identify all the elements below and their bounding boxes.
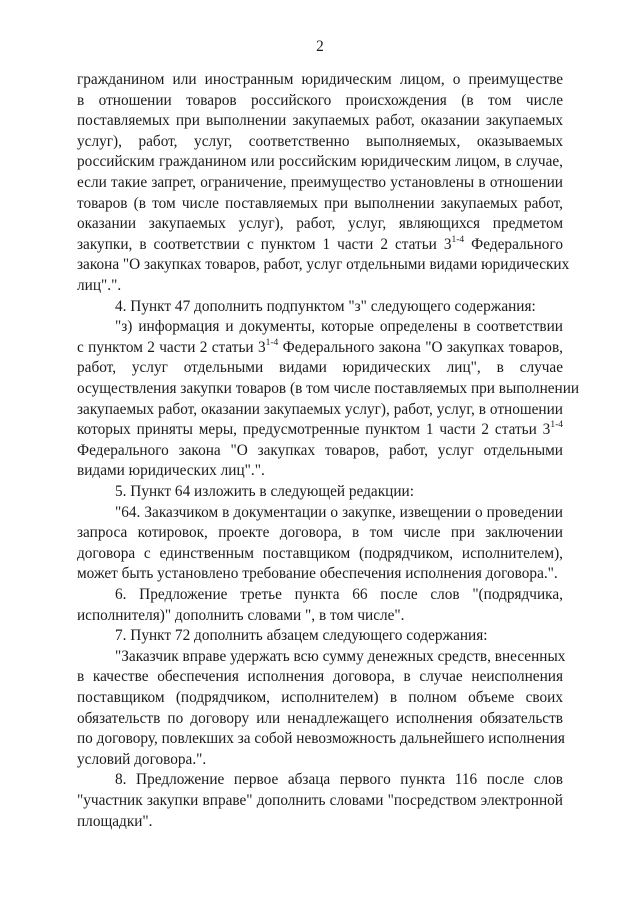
text-line-continuation: Федерального	[464, 235, 563, 253]
text-line	[77, 420, 563, 440]
superscript: 1-4	[451, 234, 465, 245]
text-line	[77, 667, 563, 687]
text-line	[115, 770, 563, 790]
text-line	[77, 400, 563, 420]
text-line-content: "64. Заказчиком в документации о закупке, извещении о проведении	[115, 503, 563, 521]
text-line-content: услуг), работ, услуг, соответственно выполняемых, оказываемых	[77, 132, 563, 150]
text-line-content: с пунктом 2 части 2 статьи 3	[77, 338, 266, 356]
text-line	[77, 564, 563, 584]
text-line-content: осуществления закупки товаров (в том числе поставляемых при выполнении	[77, 380, 580, 397]
text-line	[77, 441, 563, 461]
text-line-content: 6. Предложение третье пункта 66 после слов "(подрядчика,	[115, 586, 563, 603]
text-line-content: закупаемых работ, оказании закупаемых услуг), работ, услуг, в отношении	[77, 400, 563, 418]
text-line	[115, 482, 563, 502]
text-line-content: исполнителя)" дополнить словами ", в том числе".	[77, 606, 405, 624]
text-line	[77, 255, 570, 275]
text-line-content: оказании закупаемых услуг), работ, услуг, являющихся предметом	[77, 215, 563, 233]
text-line-content: если такие запрет, ограничение, преимущество установлены в отношении	[77, 174, 563, 191]
text-line-content: обязательств по договору или ненадлежащего исполнения обязательств	[77, 709, 563, 727]
text-line-content: по договору, повлекших за собой невозможность дальнейшего исполнения	[77, 730, 565, 748]
text-line	[77, 791, 563, 811]
text-line-content: лиц".".	[77, 277, 122, 294]
text-line-content: в отношении товаров российского происхождения (в том числе	[77, 91, 563, 109]
text-line	[77, 214, 563, 234]
text-line-content: "Заказчик вправе удержать всю сумму денежных средств, внесенных	[115, 647, 566, 665]
text-line	[77, 709, 563, 729]
text-line-content: российским гражданином или российским юридическим лицом, в случае,	[77, 153, 563, 171]
text-line-content: площадки".	[77, 812, 153, 830]
text-line	[115, 297, 563, 317]
text-line	[77, 338, 563, 358]
text-line	[77, 379, 580, 399]
superscript: 1-4	[265, 337, 279, 348]
text-line-content: товаров (в том числе поставляемых при выполнении закупаемых работ,	[77, 194, 563, 212]
text-line-content: 7. Пункт 72 дополнить абзацем следующего содержания:	[115, 627, 488, 645]
text-line-content: запроса котировок, проекте договора, в том числе при заключении	[77, 524, 563, 542]
text-line	[115, 626, 563, 646]
text-line	[77, 235, 563, 255]
text-line	[77, 729, 563, 749]
text-line	[77, 544, 563, 564]
text-line-content: "з) информация и документы, которые определены в соответствии	[115, 318, 563, 336]
text-line	[77, 750, 563, 770]
text-line-continuation: Федерального закона "О закупках товаров,	[278, 338, 563, 356]
text-line-content: которых приняты меры, предусмотренные пунктом 1 части 2 статьи 3	[77, 421, 551, 439]
text-line	[77, 91, 563, 111]
text-line	[77, 461, 563, 481]
page-number: 2	[316, 38, 324, 55]
text-line	[77, 70, 563, 90]
superscript: 1-4	[550, 420, 563, 431]
text-line-content: работ, услуг отдельными видами юридических лиц", в случае	[77, 359, 563, 377]
text-line-content: 8. Предложение первое абзаца первого пункта 116 после слов	[115, 771, 563, 789]
text-line-content: гражданином или иностранным юридическим лицом, о преимуществе	[77, 71, 563, 88]
text-line	[115, 503, 563, 523]
text-line	[115, 647, 566, 667]
text-line-content: видами юридических лиц".".	[77, 462, 265, 480]
text-line-content: 5. Пункт 64 изложить в следующей редакции:	[115, 483, 414, 500]
text-line-content: закупки, в соответствии с пунктом 1 части 2 статьи 3	[77, 235, 452, 253]
text-line	[115, 317, 563, 337]
text-line-content: договора с единственным поставщиком (подрядчиком, исполнителем),	[77, 544, 563, 562]
text-line	[77, 111, 563, 131]
text-line-content: условий договора.".	[77, 750, 207, 768]
text-line	[77, 173, 563, 193]
text-line	[77, 812, 563, 832]
text-line-content: Федерального закона "О закупках товаров, работ, услуг отдельными	[77, 441, 563, 459]
text-line	[77, 358, 563, 378]
text-line-content: 4. Пункт 47 дополнить подпунктом "з" следующего содержания:	[115, 297, 536, 315]
text-line	[77, 688, 563, 708]
text-line-content: в качестве обеспечения исполнения договора, в случае неисполнения	[77, 668, 563, 686]
text-line	[77, 152, 563, 172]
text-line-content: поставщиком (подрядчиком, исполнителем) в полном объеме своих	[77, 689, 563, 706]
text-line	[77, 523, 563, 543]
text-line	[77, 276, 563, 296]
text-line	[77, 606, 563, 626]
text-line-content: "участник закупки вправе" дополнить словами "посредством электронной	[77, 792, 563, 809]
text-line-content: поставляемых при выполнении закупаемых работ, оказании закупаемых	[77, 112, 563, 130]
text-line-content: закона "О закупках товаров, работ, услуг отдельными видами юридических	[77, 256, 570, 274]
text-line	[115, 585, 563, 605]
text-line	[77, 132, 563, 152]
text-line-content: может быть установлено требование обеспечения исполнения договора.".	[77, 565, 558, 583]
text-line	[77, 194, 563, 214]
